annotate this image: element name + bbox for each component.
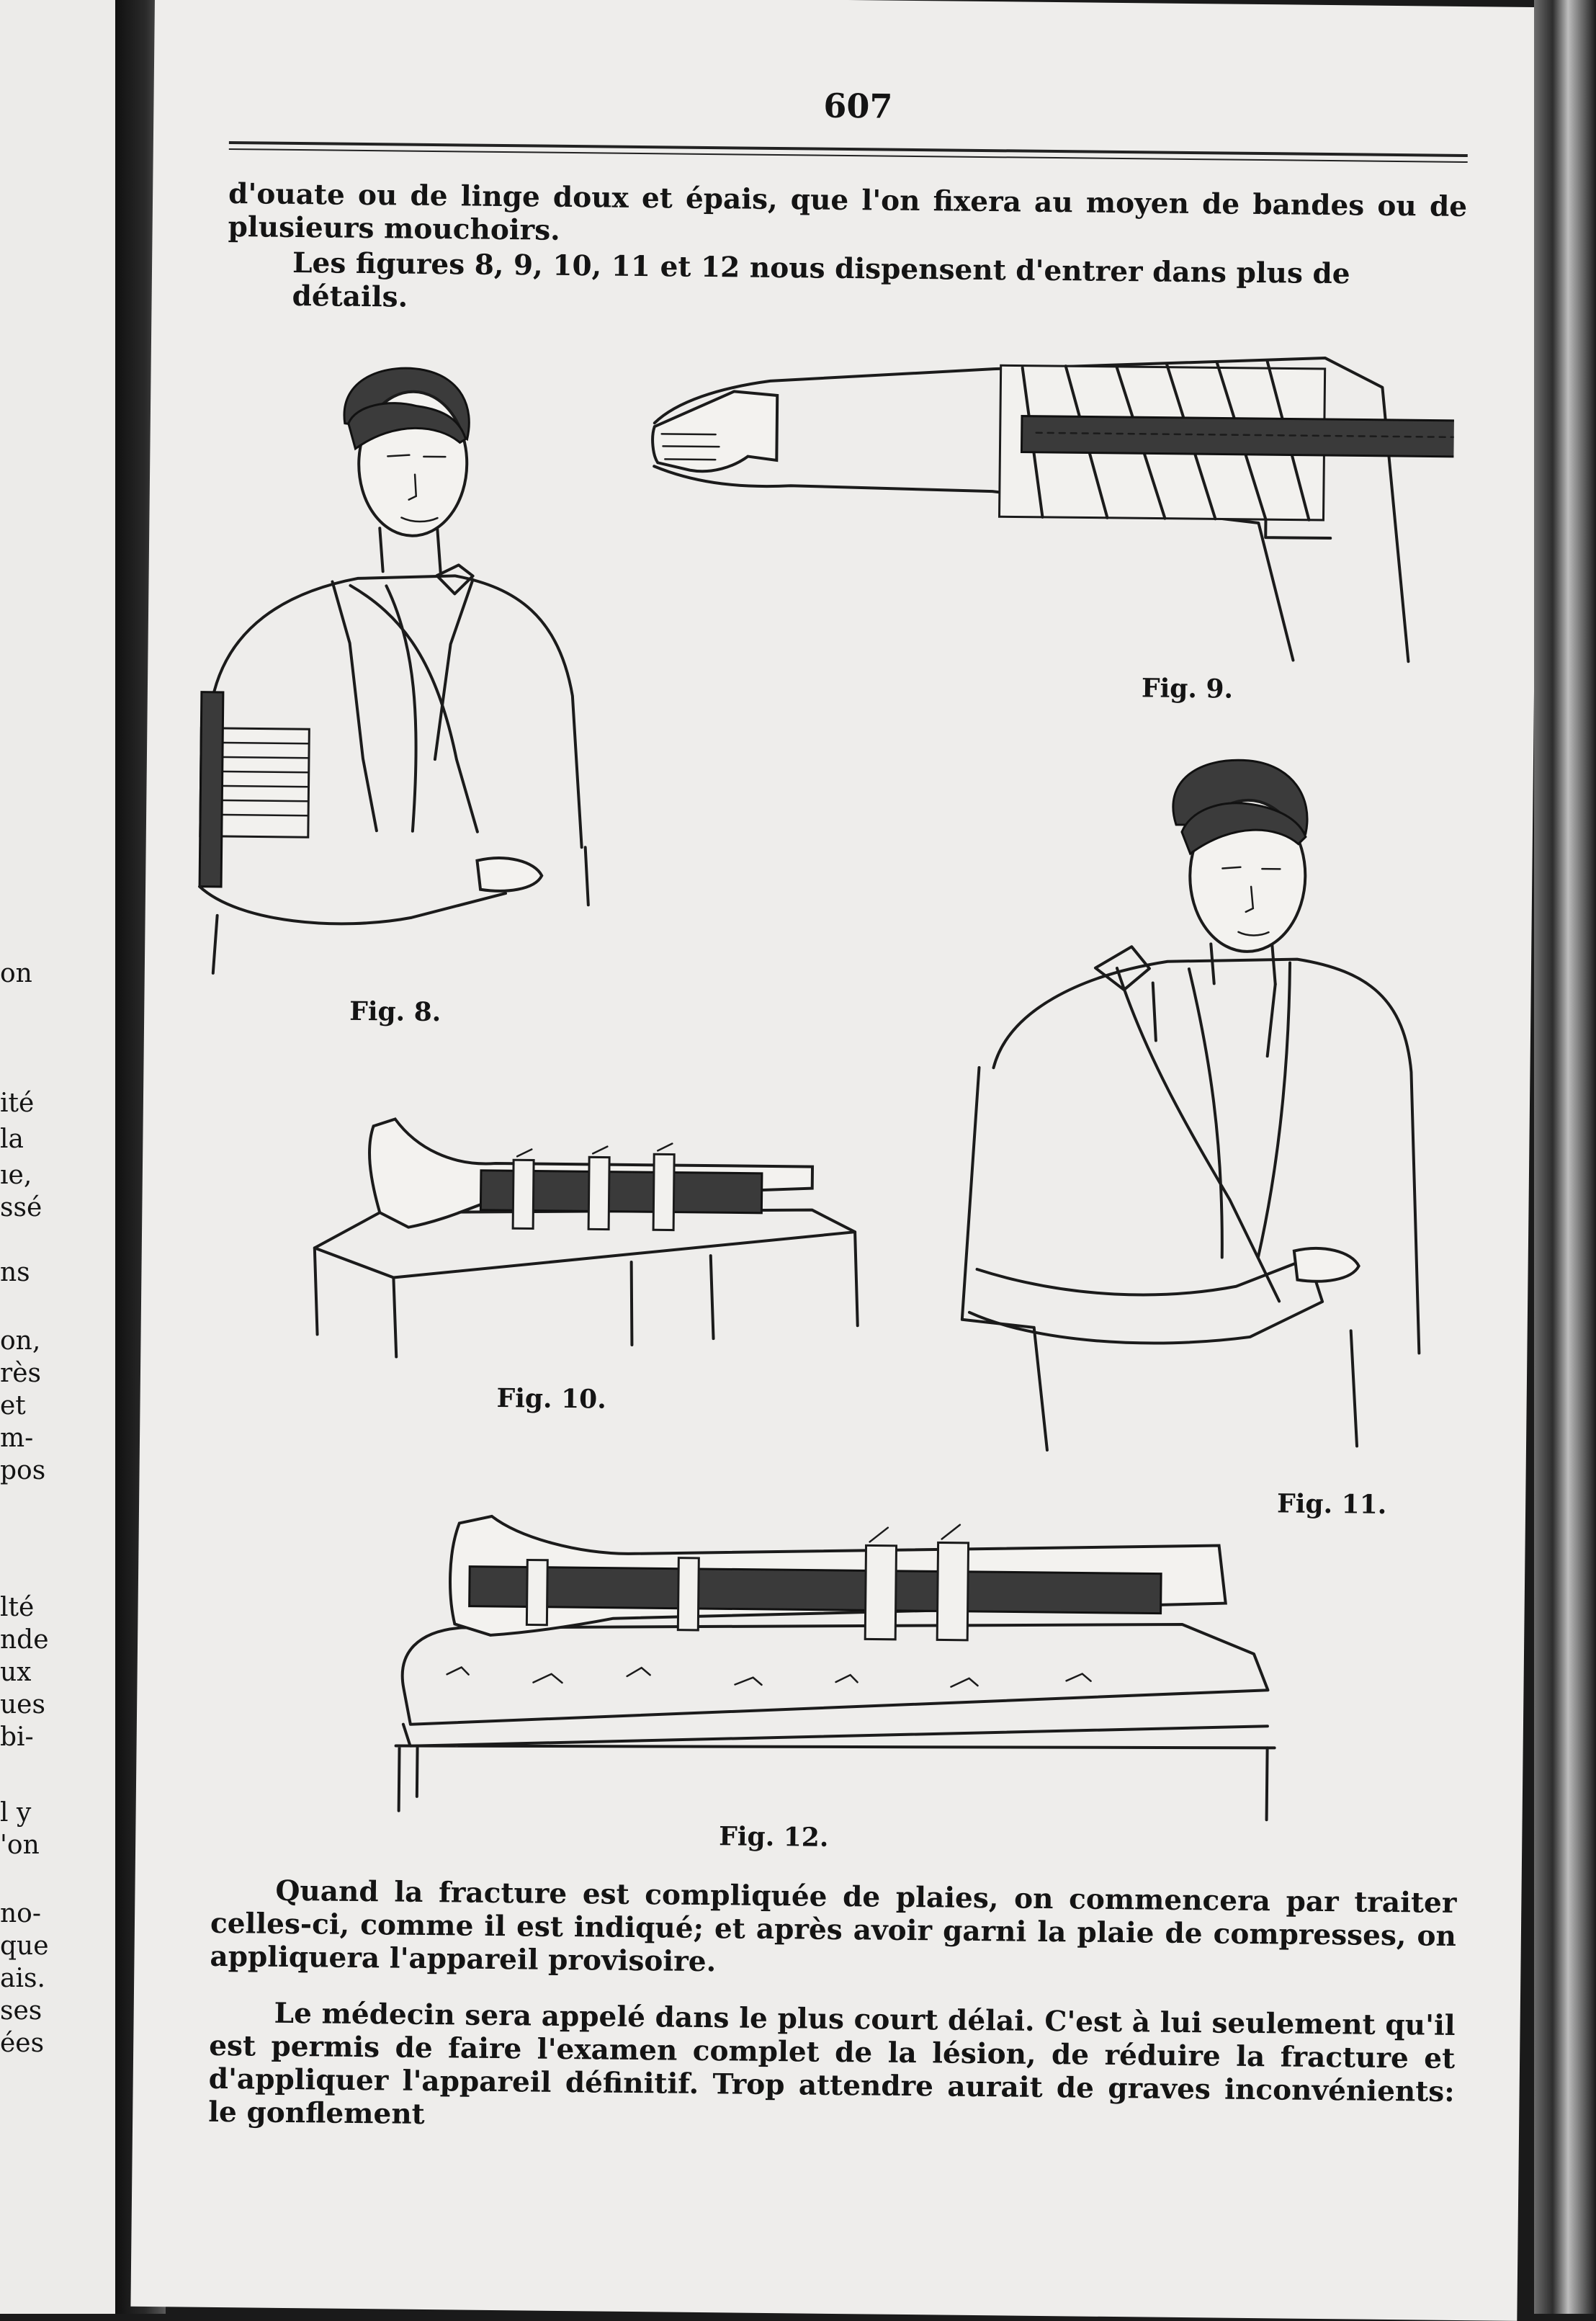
paragraph-bottom-1: Quand la fracture est compliquée de plaies, on commencera par traiter celles-ci, comme il est indiqué; et après avoir garni la plaie de compresses, on appliquera l'appareil provisoire. xyxy=(210,1874,1457,1979)
left-page-fragment: que xyxy=(0,1931,49,1961)
left-page-fragment: ssé xyxy=(0,1193,42,1222)
figure-12-caption: Fig. 12. xyxy=(719,1821,829,1853)
left-page-fragment: l y xyxy=(0,1798,32,1828)
previous-page-edge xyxy=(0,0,115,2314)
book-page xyxy=(130,0,1541,2321)
left-page-fragment: ns xyxy=(0,1258,30,1287)
figure-11-caption: Fig. 11. xyxy=(1276,1488,1387,1520)
left-page-fragment: 'on xyxy=(0,1830,40,1860)
left-page-fragment: no- xyxy=(0,1899,42,1928)
left-page-fragment: ais. xyxy=(0,1964,45,1993)
left-page-fragment: ux xyxy=(0,1658,32,1687)
figure-9-illustration xyxy=(645,336,1455,676)
left-page-fragment: la xyxy=(0,1124,24,1154)
left-page-fragment: bi- xyxy=(0,1722,34,1752)
figure-9-caption: Fig. 9. xyxy=(1141,673,1234,705)
left-page-fragment: ées xyxy=(0,2029,45,2058)
left-page-fragment: on xyxy=(0,959,32,988)
figure-8-caption: Fig. 8. xyxy=(349,996,441,1028)
left-page-fragment: ıe, xyxy=(0,1160,32,1190)
left-page-fragment: lté xyxy=(0,1593,35,1622)
figure-10-illustration xyxy=(306,1104,885,1369)
left-page-fragment: nde xyxy=(0,1625,49,1655)
paragraph-bottom-2: Le médecin sera appelé dans le plus court délai. C'est à lui seulement qu'il est permis de faire l'examen complet de la lésion, de réduire la fracture et d'appliquer l'appareil définitif. Trop attendre aurait de graves inconvénients: le gonflement xyxy=(208,1996,1456,2132)
left-page-fragment: pos xyxy=(0,1456,46,1485)
figure-10-caption: Fig. 10. xyxy=(496,1382,606,1415)
figure-12-illustration xyxy=(388,1508,1313,1827)
left-page-fragment: ité xyxy=(0,1088,35,1118)
paragraph-top-2: Les figures 8, 9, 10, 11 et 12 nous dispensent d'entrer dans plus de détails. xyxy=(292,246,1350,314)
left-page-fragment: m- xyxy=(0,1423,34,1453)
left-page-fragment: et xyxy=(0,1391,26,1421)
left-page-fragment: ues xyxy=(0,1690,45,1719)
figure-8-illustration xyxy=(195,354,627,992)
left-page-fragment: ses xyxy=(0,1996,42,2026)
paragraph-top-1: d'ouate ou de linge doux et épais, que l'on fixera au moyen de bandes ou de plusieurs mouchoirs. xyxy=(228,177,1468,247)
left-page-fragment: rès xyxy=(0,1359,41,1388)
page-number: 607 xyxy=(823,86,893,126)
figure-11-illustration xyxy=(946,751,1436,1469)
left-page-fragment: on, xyxy=(0,1326,41,1356)
page-right-edge xyxy=(1534,0,1596,2314)
